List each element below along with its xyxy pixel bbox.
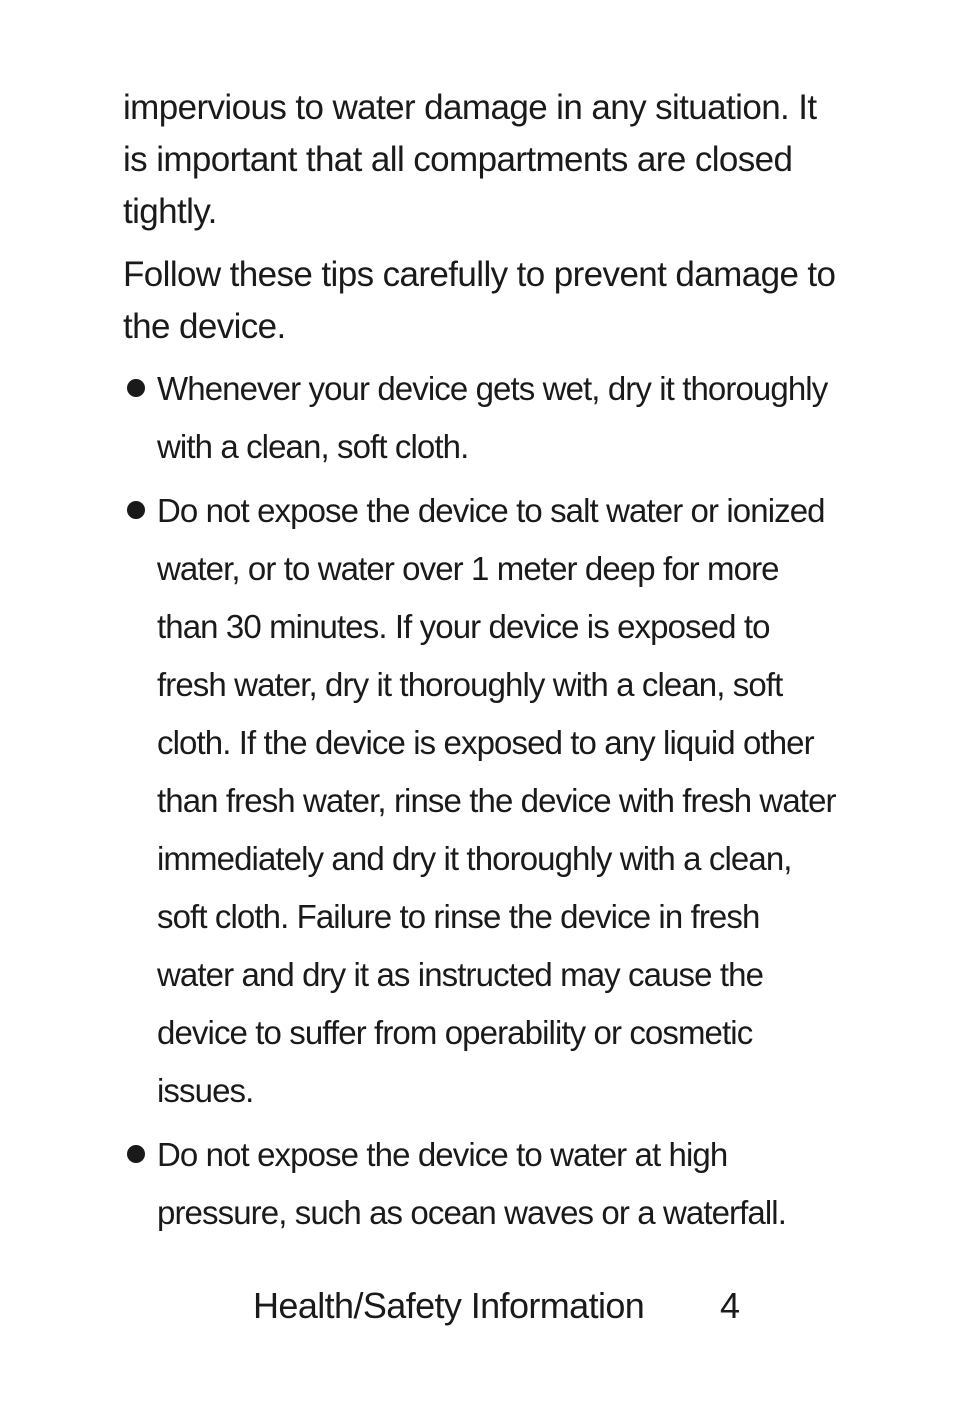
- list-item-text: Whenever your device gets wet, dry it thoroughly with a clean, soft cloth.: [157, 370, 828, 465]
- list-item: [123, 360, 843, 476]
- page-footer: [0, 1280, 954, 1332]
- tips-list: [123, 360, 843, 1248]
- body-paragraph: Follow these tips carefully to prevent damage to the device.: [123, 255, 836, 346]
- list-item: [123, 1126, 843, 1242]
- footer-section-title: Health/Safety Information: [253, 1285, 645, 1326]
- bullet-icon: [127, 379, 145, 397]
- bullet-icon: [127, 1145, 145, 1163]
- body-paragraph: impervious to water damage in any situation. It is important that all compartments are closed tightly.: [123, 88, 817, 231]
- list-item-text: Do not expose the device to salt water or ionized water, or to water over 1 meter deep for more than 30 minutes. If your device is exposed to fresh water, dry it thoroughly with a clean, soft cloth. If the device is exposed to any liquid other than fresh water, rinse the device with fresh water immediately and dry it thoroughly with a clean, soft cloth. Failure to rinse the device in fresh water and dry it as instructed may cause the device to suffer from operability or cosmetic issues.: [157, 492, 836, 1109]
- bullet-icon: [127, 501, 145, 519]
- list-item-text: Do not expose the device to water at high pressure, such as ocean waves or a waterfall.: [157, 1136, 786, 1231]
- page-number: 4: [720, 1285, 740, 1326]
- list-item: [123, 482, 843, 1120]
